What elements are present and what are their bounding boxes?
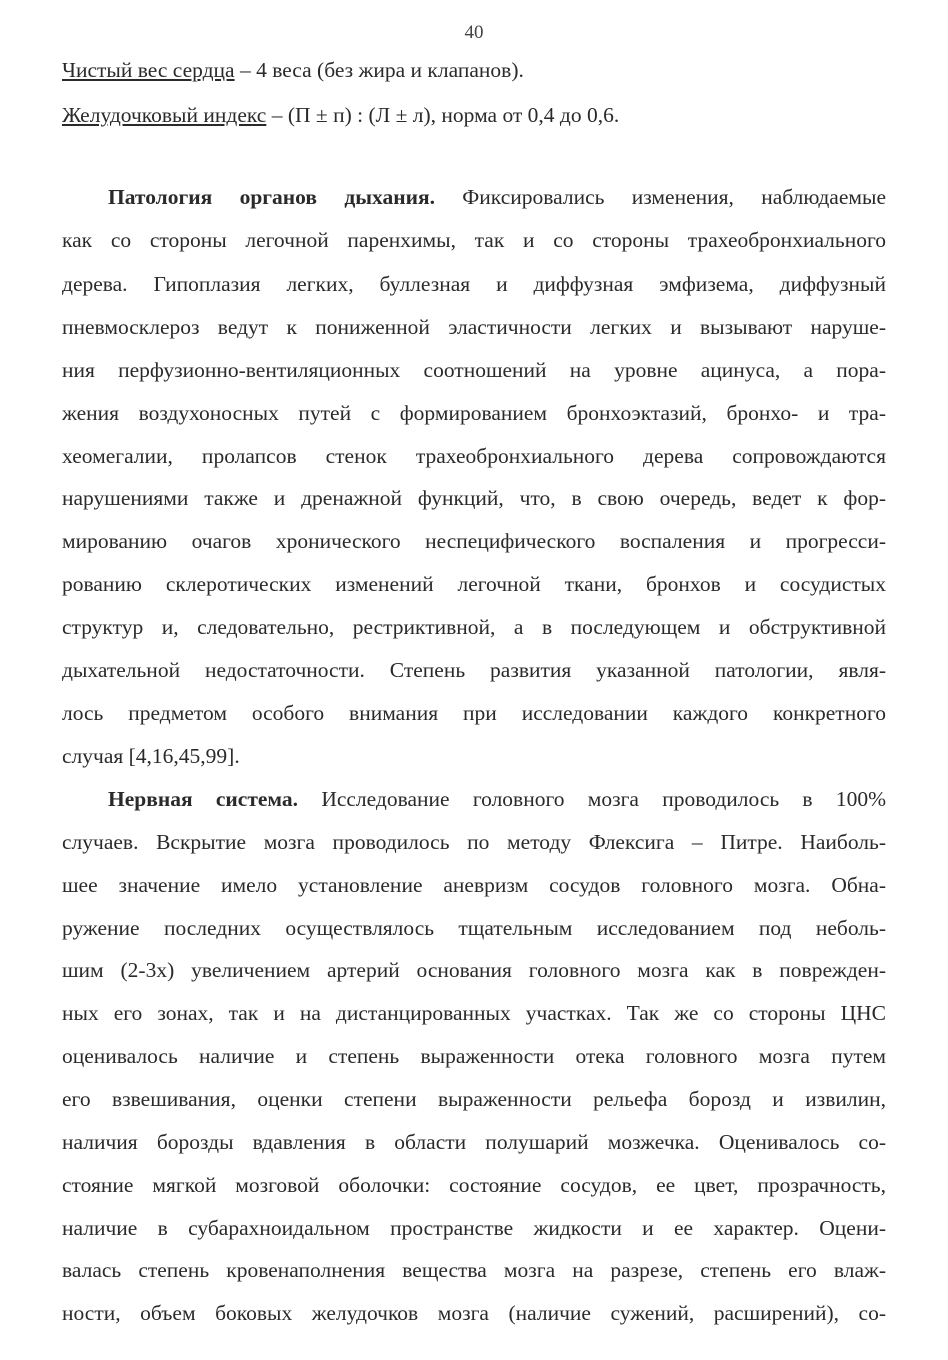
heart-weight-definition — [62, 60, 886, 82]
respiratory-line: структур и, следовательно, рестриктивной, а в последующем и обструктивной — [62, 615, 886, 639]
ventricular-index-text: – (П ± п) : (Л ± л), норма от 0,4 до 0,6. — [266, 103, 620, 127]
respiratory-first-line-text: Фиксировались изменения, наблюдаемые — [434, 185, 886, 209]
respiratory-heading: Патология органов дыхания. — [108, 185, 435, 209]
respiratory-line: жения воздухоносных путей с формированием бронхоэктазий, бронхо- и тра- — [62, 401, 886, 425]
respiratory-line: ния перфузионно-вентиляционных соотношений на уровне ацинуса, а пора- — [62, 358, 886, 382]
nervous-line: шее значение имело установление аневризм сосудов головного мозга. Обна- — [62, 873, 886, 897]
nervous-line: наличия борозды вдавления в области полушарий мозжечка. Оценивалось со- — [62, 1130, 886, 1154]
nervous-line: валась степень кровенаполнения вещества мозга на разрезе, степень его влаж- — [62, 1258, 886, 1282]
nervous-line: стояние мягкой мозговой оболочки: состояние сосудов, ее цвет, прозрачность, — [62, 1173, 886, 1197]
respiratory-line: хеомегалии, пролапсов стенок трахеобронхиального дерева сопровождаются — [62, 444, 886, 468]
respiratory-line: нарушениями также и дренажной функций, что, в свою очередь, ведет к фор- — [62, 486, 886, 510]
respiratory-line: дыхательной недостаточности. Степень развития указанной патологии, явля- — [62, 658, 886, 682]
nervous-line: наличие в субарахноидальном пространстве жидкости и ее характер. Оцени- — [62, 1216, 886, 1240]
page-number: 40 — [464, 22, 484, 43]
respiratory-line: лось предметом особого внимания при исследовании каждого конкретного — [62, 701, 886, 725]
nervous-line: оценивалось наличие и степень выраженности отека головного мозга путем — [62, 1044, 886, 1068]
nervous-heading: Нервная система. — [108, 787, 299, 811]
respiratory-line: пневмосклероз ведут к пониженной эластичности легких и вызывают наруше- — [62, 315, 886, 339]
nervous-line: случаев. Вскрытие мозга проводилось по методу Флексига – Питре. Наиболь- — [62, 830, 886, 854]
nervous-line: ных его зонах, так и на дистанцированных участках. Так же со стороны ЦНС — [62, 1001, 886, 1025]
nervous-line: ружение последних осуществлялось тщательным исследованием под неболь- — [62, 916, 886, 940]
nervous-line: шим (2-3х) увеличением артерий основания головного мозга как в поврежден- — [62, 958, 886, 982]
nervous-first-line-text: Исследование головного мозга проводилось в 100% — [298, 787, 886, 811]
nervous-line: его взвешивания, оценки степени выраженности рельефа борозд и извилин, — [62, 1087, 886, 1111]
respiratory-line: рованию склеротических изменений легочной ткани, бронхов и сосудистых — [62, 572, 886, 596]
nervous-line: ности, объем боковых желудочков мозга (наличие сужений, расширений), со- — [62, 1301, 886, 1325]
heart-weight-term: Чистый вес сердца — [62, 58, 235, 82]
ventricular-index-definition — [62, 105, 886, 127]
ventricular-index-term: Желудочковый индекс — [62, 103, 267, 127]
respiratory-line: мированию очагов хронического неспецифического воспаления и прогресси- — [62, 529, 886, 553]
heart-weight-text: – 4 веса (без жира и клапанов). — [234, 58, 524, 82]
nervous-line — [108, 789, 886, 811]
respiratory-line: дерева. Гипоплазия легких, буллезная и диффузная эмфизема, диффузный — [62, 272, 886, 296]
respiratory-line — [108, 187, 886, 209]
respiratory-line: случая [4,16,45,99]. — [62, 744, 240, 768]
respiratory-line: как со стороны легочной паренхимы, так и со стороны трахеобронхиального — [62, 228, 886, 252]
